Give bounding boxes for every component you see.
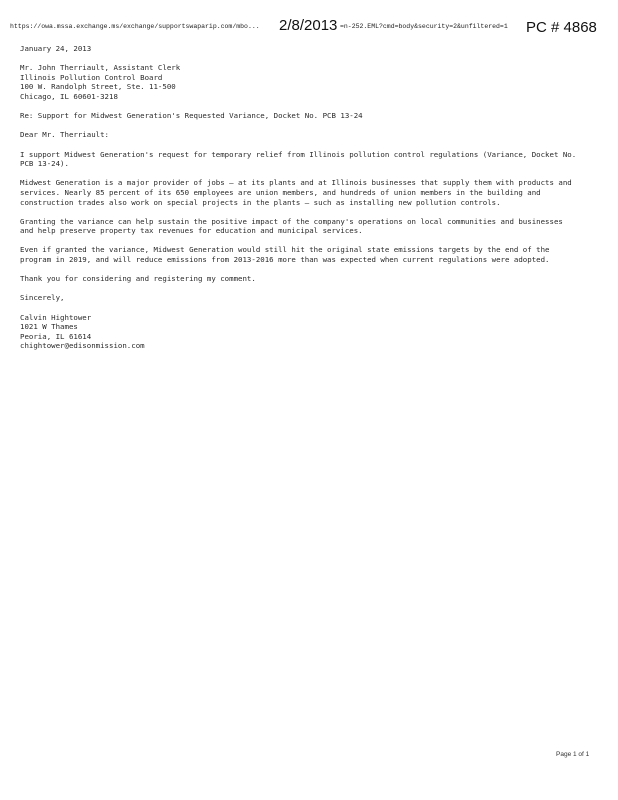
recipient-line: Chicago, IL 60601-3218	[20, 91, 118, 101]
recipient-line: Mr. John Therriault, Assistant Clerk	[20, 63, 181, 73]
letter-paragraph: Granting the variance can help sustain the positive impact of the company's operations on local communities and businesses and help preserve property tax revenues for education and municipal services.	[20, 216, 568, 236]
page-number: Page 1 of 1	[556, 751, 590, 758]
public-comment-number: PC # 4868	[526, 19, 597, 36]
letter-paragraph: Midwest Generation is a major provider of jobs – at its plants and at Illinois businesses that supply them with products and services. Nearly 85 percent of its 650 employees are union members, and hundreds of union members in the building and construction trades also work on special projects in the plants – such as installing new pollution controls.	[20, 178, 577, 207]
letter-body	[20, 44, 580, 361]
signature-line: Calvin Hightower	[20, 312, 92, 322]
header-url-tail: =n-252.EML?cmd=body&security=2&unfiltered=1	[340, 23, 508, 30]
letter-subject: Re: Support for Midwest Generation's Requested Variance, Docket No. PCB 13-24	[20, 111, 363, 121]
signature-line: Peoria, IL 61614	[20, 331, 92, 341]
header-date-stamp: 2/8/2013	[279, 17, 338, 34]
recipient-address	[20, 63, 580, 101]
letter-date: January 24, 2013	[20, 44, 92, 53]
signature-line: 1021 W Thames	[20, 322, 78, 332]
letter-paragraph: Even if granted the variance, Midwest Generation would still hit the original state emissions targets by the end of the program in 2019, and will reduce emissions from 2013-2016 more than was expected when current regulations were adopted.	[20, 245, 554, 265]
letter-closing: Sincerely,	[20, 293, 65, 303]
letter-paragraph: Thank you for considering and registering my comment.	[20, 274, 256, 284]
signature-block	[20, 313, 580, 351]
recipient-line: 100 W. Randolph Street, Ste. 11-500	[20, 82, 176, 92]
recipient-line: Illinois Pollution Control Board	[20, 72, 163, 82]
letter-salutation: Dear Mr. Therriault:	[20, 130, 109, 140]
letter-paragraph: I support Midwest Generation's request for temporary relief from Illinois pollution control regulations (Variance, Docket No. PCB 13-24).	[20, 149, 581, 169]
header-url: https://owa.mssa.exchange.ms/exchange/supportswaparip.com/mbo...	[10, 23, 260, 30]
signature-email: chightower@edisonmission.com	[20, 341, 145, 351]
